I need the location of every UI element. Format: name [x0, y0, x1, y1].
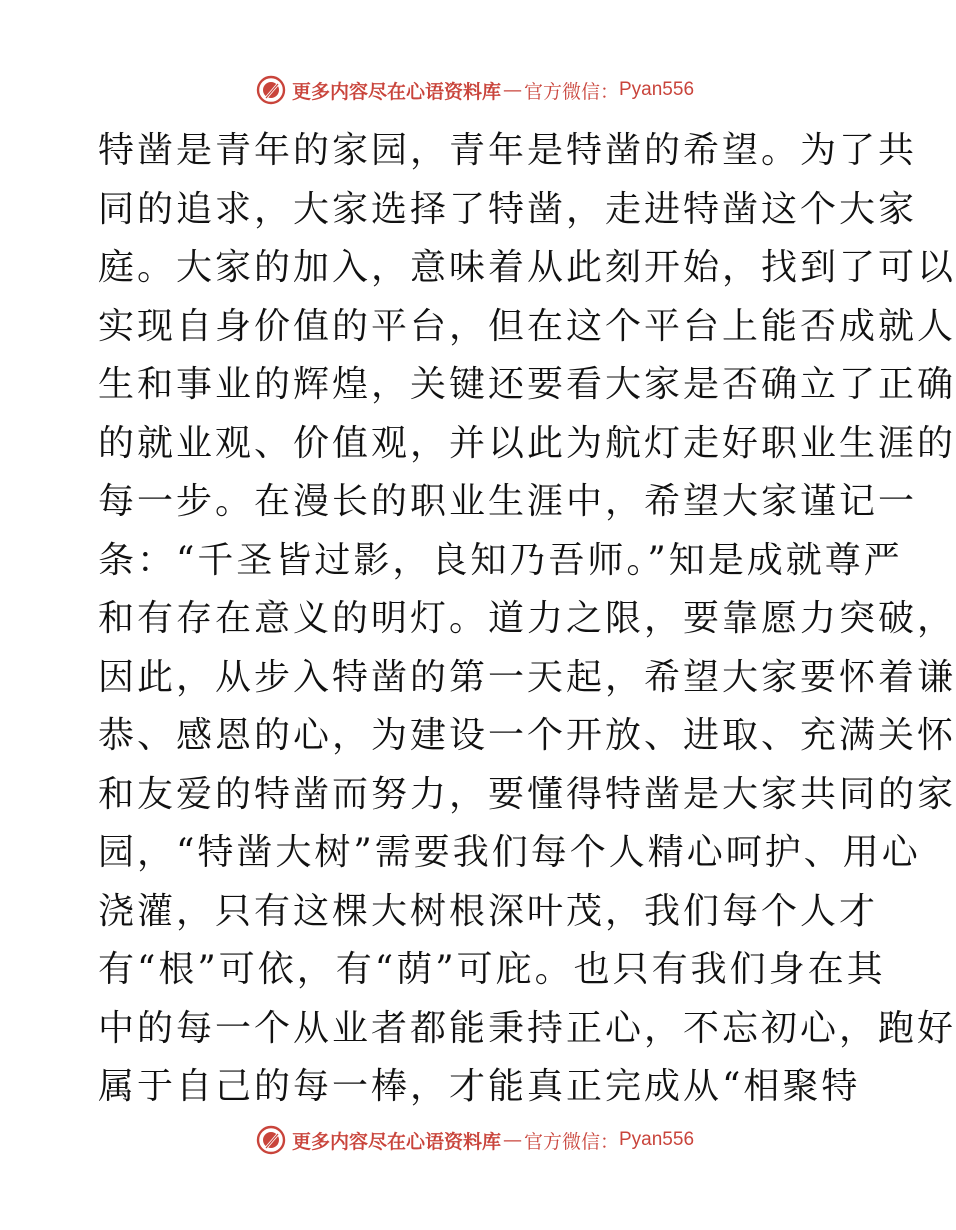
header-brand-text: 更多内容尽在心语资料库 — [291, 80, 501, 103]
text-line: 生和事业的辉煌，关键还要看大家是否确立了正确 — [98, 364, 956, 405]
text-line: 特凿是青年的家园，青年是特凿的希望。为了共 — [98, 130, 918, 171]
text-line: 每一步。在漫长的职业生涯中，希望大家谨记一 — [98, 481, 918, 522]
text-line: 条：“千圣皆过影，良知乃吾师。”知是成就尊严 — [98, 539, 903, 581]
document-body — [98, 122, 956, 1117]
footer-wechat-label: 官方微信： — [523, 1130, 619, 1153]
header-wechat-id: Pyan556 — [619, 79, 695, 100]
text-line: 园，“特凿大树”需要我们每个人精心呵护、用心 — [98, 832, 921, 873]
footer-wechat-id: Pyan556 — [619, 1129, 695, 1150]
footer-separator: — — [502, 1129, 522, 1151]
text-line: 因此，从步入特凿的第一天起，希望大家要怀着谦 — [98, 656, 956, 698]
footer-banner — [0, 1120, 950, 1160]
text-line: 属于自己的每一棒，才能真正完成从“相聚特 — [98, 1066, 861, 1107]
text-line: 恭、感恩的心，为建设一个开放、进取、充满关怀 — [98, 715, 956, 756]
text-line: 实现自身价值的平台，但在这个平台上能否成就人 — [98, 305, 956, 347]
text-line: 庭。大家的加入，意味着从此刻开始，找到了可以 — [98, 247, 956, 288]
text-line: 浇灌，只有这棵大树根深叶茂，我们每个人才 — [98, 890, 879, 932]
text-line: 和友爱的特凿而努力，要懂得特凿是大家共同的家 — [98, 773, 956, 815]
text-line: 和有存在意义的明灯。道力之限，要靠愿力突破， — [98, 598, 956, 639]
text-line: 中的每一个从业者都能秉持正心，不忘初心，跑好 — [98, 1007, 956, 1049]
header-wechat-label: 官方微信： — [523, 80, 619, 103]
quill-logo-icon — [256, 1125, 286, 1155]
text-line: 的就业观、价值观，并以此为航灯走好职业生涯的 — [98, 422, 956, 464]
text-line: 有“根”可依，有“荫”可庇。也只有我们身在其 — [98, 949, 886, 990]
header-banner — [0, 70, 950, 110]
header-separator: — — [502, 79, 522, 101]
quill-logo-icon — [256, 75, 286, 105]
footer-brand-text: 更多内容尽在心语资料库 — [291, 1130, 501, 1153]
text-line: 同的追求，大家选择了特凿，走进特凿这个大家 — [98, 188, 918, 230]
